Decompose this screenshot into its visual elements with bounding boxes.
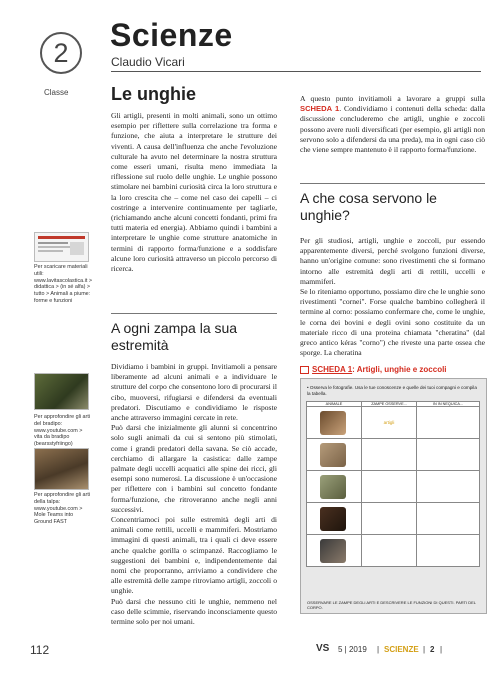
answer-cell <box>362 439 417 471</box>
column-2-body <box>300 236 485 358</box>
paragraph: Gli artigli, presenti in molti animali, sono un ottimo esempio per riflettere sulla correlazione tra forma e funzione, che aiuta a interpretare le strutture dei viventi. A causa dell'influenza che anche l'evoluzione culturale ha avuto nel determinare la nostra struttura come esseri umani, risulta meno immediata la riflessione sul ruolo delle unghie. Le unghie possono stimolare nei bambini curiosità circa la loro struttura e la loro crescita che – come nel caso dei capelli – ci costringe a intervenire continuamente per tagliarle, (richiamando anche alcuni concetti fondanti, primi fra tutti materia ed energia). Abbiamo quindi i bambini a interpretare le unghie come strutture anatomiche in termini di rapporto forma/funzione e a soddisfare alcune loro curiosità attraverso un piccolo percorso di ricerca. <box>111 111 277 274</box>
answer-cell <box>417 407 480 439</box>
sample-answer: artigli <box>383 420 395 425</box>
lizard-photo <box>320 475 346 499</box>
section-divider <box>300 183 485 184</box>
worksheet-icon <box>300 366 309 374</box>
column-1-body <box>111 362 277 627</box>
sidebar-caption-1: Per scaricare materiali utili: www.lavitascolastica.it > didattica > (in sé alfa) > tutto > Animali a piume: forme e funzioni <box>34 264 92 304</box>
animal-photo-cell <box>307 535 362 567</box>
text: . Condividiamo i contenuti della scheda: dalla discussione concluderemo che artigli, unghie e zoccoli possono avere ruoli diversificati (per esempio, gli artigli non servono solo a difendersi da una preda), ma in ogni caso ciò che viene sempre mantenuto è il rapporto forma/funzione. <box>300 104 485 155</box>
animal-photo-cell <box>307 439 362 471</box>
table-row <box>307 439 480 471</box>
bird-of-prey-photo <box>320 411 346 435</box>
sloth-photo <box>34 373 89 410</box>
scheda-reference: SCHEDA 1 <box>300 104 340 114</box>
paragraph: Può darsi che inizialmente gli alunni si concentrino solo sugli animali da cui si sentono più stimolati, come i grandi predatori della savana. Se ciò accade, cerchiamo di allargare la casistica: dalle zampe palmate degli uccelli acquatici alle spine dei ricci, gli esempi sono numerosi. La discussione è un'occasione per riflettere con i bambini sul concetto fondante forma/funzione, che ritroveranno anche negli anni successivi. <box>111 423 277 514</box>
paragraph: Dividiamo i bambini in gruppi. Invitiamoli a pensare liberamente ad alcuni animali e a individuare le strutture del corpo che consentono loro di procurarsi il cibo, muoversi, rifugiarsi e difendersi da eventuali predatori. Discutiamo e condividiamo le risposte anche attraverso immagini cercate in rete. <box>111 362 277 423</box>
footer-section: SCIENZE <box>384 645 419 654</box>
magazine-logo: VS <box>316 643 330 654</box>
answer-cell <box>417 439 480 471</box>
paragraph <box>300 94 485 155</box>
class-label: Classe <box>44 88 69 97</box>
section-divider <box>111 313 277 314</box>
sidebar-caption-3: Per approfondire gli arti della talpa: www.youtube.com > Mole Teams into Ground FAST <box>34 492 91 526</box>
answer-cell <box>362 503 417 535</box>
column-2-intro <box>300 94 485 155</box>
worksheet-footer: OSSERVARE LE ZAMPE DEGLI ARTI E DESCRIVERE LE FUNZIONI DI QUESTI. PARTI DEL CORPO. <box>307 600 476 610</box>
issue-number: 5 | 2019 <box>338 645 367 654</box>
page-title: Scienze <box>110 17 233 53</box>
animal-photo-cell <box>307 471 362 503</box>
answer-cell <box>362 407 417 439</box>
footer-divider: | <box>377 645 380 654</box>
table-row <box>307 471 480 503</box>
paragraph: Se lo riteniamo opportuno, possiamo dire che le unghie sono rivestimenti "cornei". Forse qualche bambino collegherà il termine al corno: possiamo confermare che, come le unghie, le corna dei bovini e degli ovini sono costituite da un materiale ricco di una proteina chiamata "cheratina" (dal greco antico kéras "corno") che riveste una parte ossea che sporge. La cheratina <box>300 287 485 358</box>
section-title: Le unghie <box>111 84 196 104</box>
subsection-title: A che cosa servono le unghie? <box>300 190 437 223</box>
worksheet-table <box>306 401 480 567</box>
table-header-row <box>307 402 480 407</box>
paragraph: Può darsi che nessuno citi le unghie, nemmeno nel caso delle scimmie, riservando inconsciamente questo termine solo per noi umani. <box>111 596 277 627</box>
footer-divider: | <box>423 645 426 654</box>
worksheet-instructions: • Osserva le fotografie. Usa le tue conoscenze e quelle dei tuoi compagni e compila la tabella. <box>307 385 477 396</box>
horse-photo <box>320 507 346 531</box>
answer-cell <box>417 471 480 503</box>
mole-photo <box>34 448 89 490</box>
column-header: ANIMALE <box>307 402 362 407</box>
footer-divider: | <box>440 645 443 654</box>
scheda-label: SCHEDA 1 <box>312 365 353 374</box>
author-name: Claudio Vicari <box>111 55 185 69</box>
animal-paw-photo <box>320 539 346 563</box>
animal-photo-cell <box>307 503 362 535</box>
table-row <box>307 535 480 567</box>
answer-cell <box>417 535 480 567</box>
text: A questo punto invitiamoli a lavorare a gruppi sulla <box>300 94 485 103</box>
answer-cell <box>362 535 417 567</box>
animal-photo-cell <box>307 407 362 439</box>
hoof-photo <box>320 443 346 467</box>
table-row <box>307 407 480 439</box>
page-number: 112 <box>30 643 50 657</box>
footer-section-number: 2 <box>430 645 435 654</box>
header-divider <box>111 71 481 72</box>
paragraph: Per gli studiosi, artigli, unghie e zoccoli, pur essendo apparentemente diversi, perché svolgono funzioni diverse, hanno un'origine comune: sono rivestimenti che si formano intorno alle estremità degli arti di rettili, uccelli e mammiferi. <box>300 236 485 286</box>
answer-cell <box>417 503 480 535</box>
website-thumbnail <box>34 232 89 262</box>
scheda-title: : Artigli, unghie e zoccoli <box>352 365 447 374</box>
class-number-badge: 2 <box>40 32 82 74</box>
table-row <box>307 503 480 535</box>
subsection-title: A ogni zampa la sua estremità <box>111 320 238 353</box>
column-1-intro <box>111 111 277 274</box>
paragraph: Concentriamoci poi sulle estremità degli arti di animali come rettili, uccelli e mammiferi. Mostriamo immagini di questi animali, tra i quali ci deve essere anche qualche gorilla o scimpanzé. Raccogliamo le suggestioni dei bambini e, indipendentemente dai nomi che proporranno, arriviamo a condividere che alle estremità delle zampe ritroviamo artigli, zoccoli o unghie. <box>111 515 277 596</box>
column-header: IN IN NEQUICA... <box>417 402 480 407</box>
column-header: ZAMPE OSSERVE... <box>362 402 417 407</box>
answer-cell <box>362 471 417 503</box>
sidebar-caption-2: Per approfondire gli arti del bradipo: www.youtube.com > vita da bradipo (bearsstyfriingo) <box>34 414 91 448</box>
scheda-header <box>300 365 447 374</box>
